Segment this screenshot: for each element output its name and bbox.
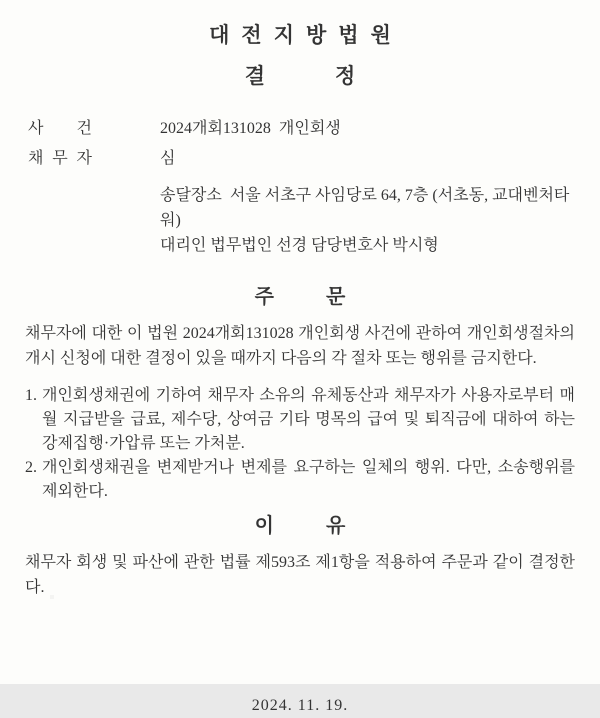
order-item-text: 개인회생채권을 변제받거나 변제를 요구하는 일체의 행위. 다만, 소송행위를 제외한다. — [42, 459, 575, 500]
order-items-list — [25, 384, 575, 504]
court-name-title: 대전지방법원 — [209, 24, 403, 47]
party-details-block — [160, 183, 575, 258]
debtor-value: 심 — [160, 150, 176, 167]
order-section-header: 주문 — [254, 286, 398, 308]
scan-artifact — [50, 595, 54, 599]
case-number-value: 2024개회131028 개인회생 — [160, 120, 341, 137]
debtor-label: 채 무 자 — [28, 150, 92, 167]
decision-date: 2024. 11. 19. — [251, 697, 349, 714]
order-intro-paragraph: 채무자에 대한 이 법원 2024개회131028 개인회생 사건에 관하여 개인회생절차의 개시 신청에 대한 결정이 있을 때까지 다음의 각 절차 또는 행위를 금지한다. — [25, 325, 575, 367]
case-field-row — [28, 114, 575, 144]
order-item-number: 1. — [25, 387, 37, 404]
case-number-label: 사 건 — [28, 120, 92, 137]
reason-section-header: 이유 — [254, 515, 398, 537]
order-item-number: 2. — [25, 459, 37, 476]
order-item-text: 개인회생채권에 기하여 채무자 소유의 유체동산과 채무자가 사용자로부터 매월 지급받을 급료, 제수당, 상여금 기타 명목의 급여 및 퇴직금에 대하여 하는 강제집행·가압류 또는 가처분. — [42, 387, 575, 452]
service-address-line: 송달장소 서울 서초구 사임당로 64, 7층 (서초동, 교대벤처타워) — [160, 187, 570, 229]
case-field-row — [28, 144, 575, 174]
reason-paragraph: 채무자 회생 및 파산에 관한 법률 제593조 제1항을 적용하여 주문과 같이 결정한다. — [25, 554, 575, 596]
attorney-line: 대리인 법무법인 선경 담당변호사 박시형 — [160, 237, 439, 254]
order-item — [25, 456, 575, 504]
order-item — [25, 384, 575, 456]
case-info-table — [28, 114, 575, 174]
document-type-title: 결정 — [244, 65, 426, 88]
